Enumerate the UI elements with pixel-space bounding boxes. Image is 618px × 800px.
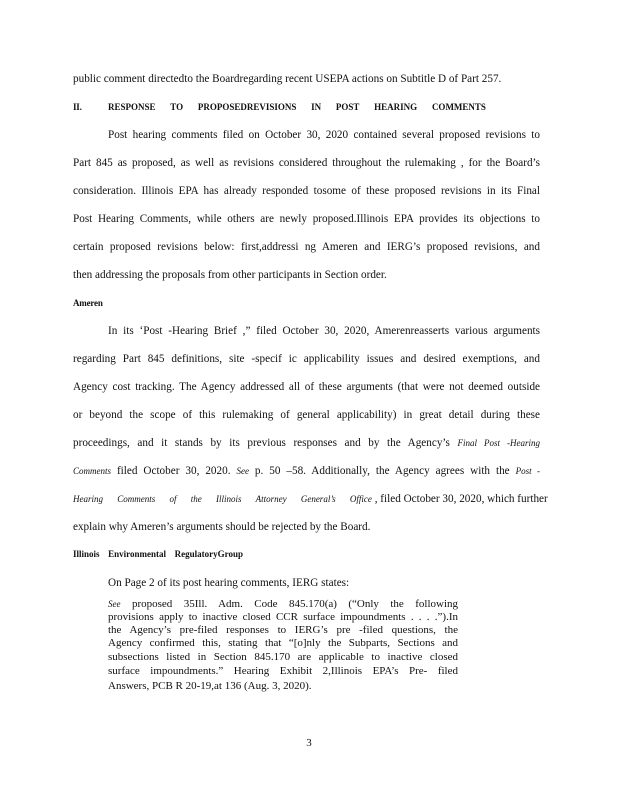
paragraph-line: or beyond the scope of this rulemaking of general applicability) in great detail during these [73, 409, 540, 421]
subheading-ameren: Ameren [73, 298, 103, 308]
paragraph-line: Post hearing comments filed on October 30, 2020 contained several proposed revisions to [108, 129, 540, 141]
block-quote-line: the Agency’s pre-filed responses to IERG’s pre -filed questions, the [108, 624, 458, 636]
top-line: public comment directedto the Boardregarding recent USEPA actions on Subtitle D of Part 257. [73, 73, 502, 85]
heading-word: TO [170, 102, 184, 112]
heading-word: PROPOSEDREVISIONS [197, 102, 297, 112]
italic-citation: Final Post -Hearing [457, 438, 541, 448]
paragraph-line: Hearing Comments of the Illinois Attorney General’s Office , filed October 30, 2020, which further [73, 493, 548, 505]
heading-word: POST [335, 102, 360, 112]
paragraph-line: On Page 2 of its post hearing comments, IERG states: [108, 577, 350, 589]
heading-word: COMMENTS [431, 102, 486, 112]
paragraph-line: regarding Part 845 definitions, site -specif ic applicability issues and desired exemptions, and [73, 353, 540, 365]
paragraph-line: consideration. Illinois EPA has already responded tosome of these proposed revisions in its Final [73, 185, 540, 197]
heading-word: HEARING [374, 102, 418, 112]
block-quote-line: See proposed 35Ill. Adm. Code 845.170(a) (“Only the following [108, 598, 459, 610]
block-quote-line: surface impoundments.” Hearing Exhibit 2,Illinois EPA’s Pre- filed [108, 665, 458, 677]
page-number: 3 [306, 737, 312, 749]
paragraph-line: proceedings, and it stands by its previous responses and by the Agency’s Final Post -Hearing [73, 437, 541, 449]
paragraph-line: certain proposed revisions below: first,addressi ng Ameren and IERG’s proposed revisions, and [73, 241, 540, 253]
paragraph-line: Post Hearing Comments, while others are newly proposed.Illinois EPA provides its objections to [73, 213, 540, 225]
paragraph-line: Comments filed October 30, 2020. See p. 50 –58. Additionally, the Agency agrees with the Post - [73, 465, 540, 477]
paragraph-line: Part 845 as proposed, as well as revisions considered throughout the rulemaking , for the Board’s [73, 157, 540, 169]
block-quote-line: Agency confirmed this, stating that “[o]nly the Subparts, Sections and [108, 637, 458, 649]
heading-word: IN [311, 102, 322, 112]
italic-citation: Hearing Comments of the Illinois Attorney General’s Office [73, 494, 372, 504]
block-quote-line: subsections listed in Section 845.170 are applicable to inactive closed [108, 651, 458, 663]
paragraph-line: Agency cost tracking. The Agency addressed all of these arguments (that were not deemed outside [73, 381, 540, 393]
paragraph-line: In its ‘Post -Hearing Brief ,” filed October 30, 2020, Amerenreasserts various arguments [108, 325, 540, 337]
subheading-ierg: Illinois Environmental RegulatoryGroup [73, 549, 243, 559]
block-quote-line: Answers, PCB R 20-19,at 136 (Aug. 3, 2020). [108, 680, 312, 692]
block-quote-line: provisions apply to inactive closed CCR surface impoundments . . . .”).In [108, 611, 458, 623]
section-number: II. [73, 102, 82, 112]
section-heading [108, 101, 486, 113]
paragraph-line: explain why Ameren’s arguments should be rejected by the Board. [73, 521, 371, 533]
heading-word: RESPONSE [108, 102, 156, 112]
paragraph-line: then addressing the proposals from other participants in Section order. [73, 269, 387, 281]
